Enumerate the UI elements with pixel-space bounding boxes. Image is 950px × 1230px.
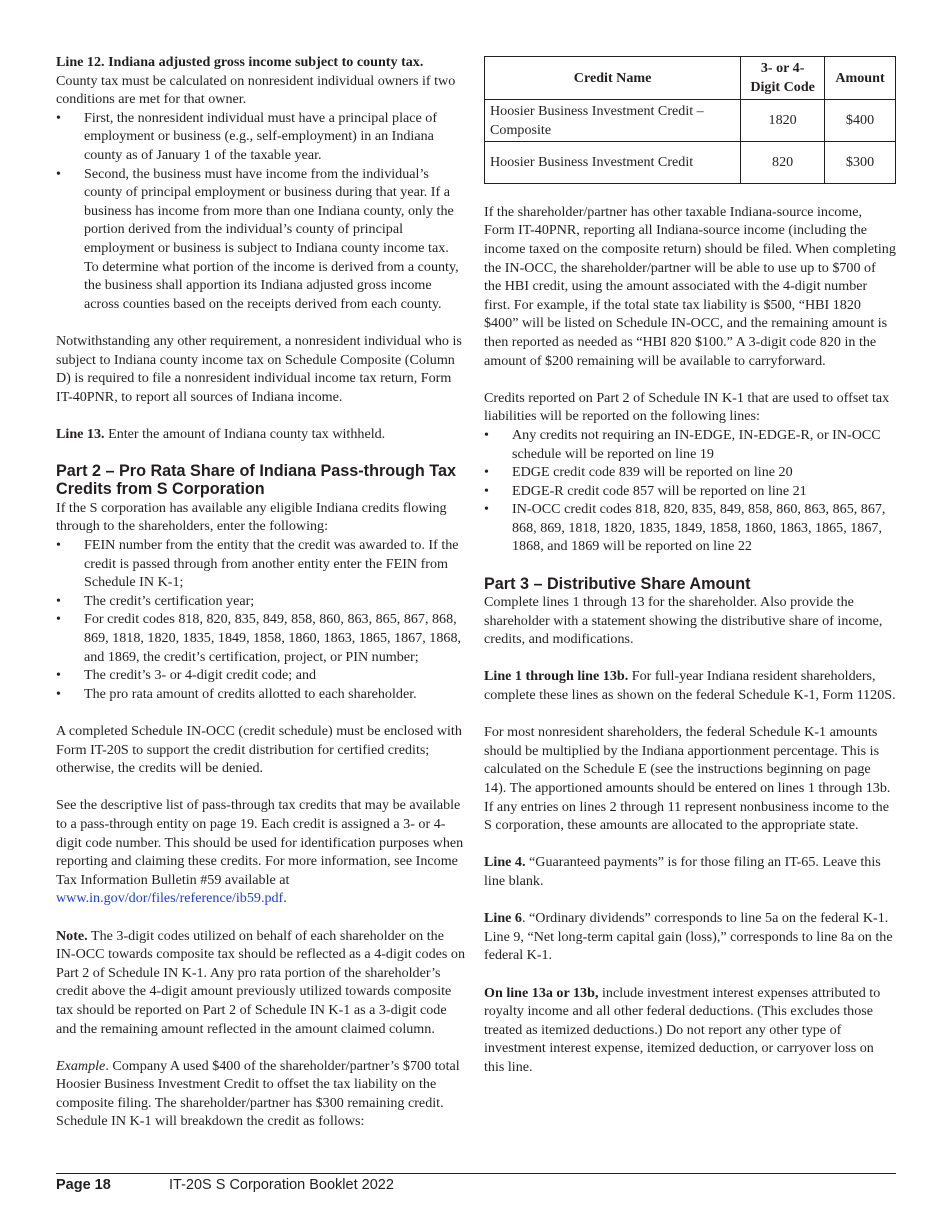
- part2-heading: Part 2 – Pro Rata Share of Indiana Pass-through Tax Credits from S Corporation: [56, 462, 456, 499]
- table-row: [485, 142, 896, 184]
- page-number: Page 18: [56, 1177, 111, 1193]
- credit-table: [484, 56, 896, 184]
- part3-heading: Part 3 – Distributive Share Amount: [484, 574, 751, 593]
- note-body: The 3-digit codes utilized on behalf of each shareholder on the IN-OCC towards composite tax should be reflected as a 4-digit codes on Part 2 of Schedule IN K-1. Any pro rata portion of the shareholder’s credit above the 4-digit amount previously utilized towards composite tax should be reported on Part 2 of Schedule IN K-1 as a 3-digit code and the remaining amount reflected in the amount claimed column.: [56, 927, 466, 1037]
- page-footer: [56, 1177, 394, 1193]
- list-item: • EDGE-R credit code 857 will be reported on line 21: [484, 482, 896, 501]
- period: .: [283, 890, 287, 907]
- part2-intro: If the S corporation has available any eligible Indiana credits flowing through to the shareholders, enter the following:: [56, 499, 447, 535]
- notwithstanding-paragraph: Notwithstanding any other requirement, a nonresident individual who is subject to Indiana county income tax on Schedule Composite (Column D) is required to file a nonresident individual income tax return, Form IT-40PNR, to report all sources of Indiana income.: [56, 332, 462, 405]
- part2-requirements-list: [56, 536, 466, 703]
- cell-credit-name: Hoosier Business Investment Credit: [485, 142, 741, 184]
- left-column: [56, 53, 466, 1131]
- ib59-link[interactable]: www.in.gov/dor/files/reference/ib59.pdf: [56, 890, 284, 907]
- line13-heading: Line 13.: [56, 425, 105, 442]
- line13ab-heading: On line 13a or 13b,: [484, 984, 599, 1001]
- line1-body: For full-year Indiana resident shareholders, complete these lines as shown on the federal Schedule K-1, Form 1120S.: [484, 668, 896, 704]
- line6-paragraph: [484, 909, 896, 965]
- table-row: [485, 100, 896, 142]
- list-item: • First, the nonresident individual must have a principal place of employment or business (e.g., self-employment) in an Indiana county as of January 1 of the taxable year.: [56, 109, 466, 165]
- part3-intro: Complete lines 1 through 13 for the shareholder. Also provide the shareholder with a statement showing the distributive share of income, credits, and modifications.: [484, 594, 883, 648]
- note-heading: Note.: [56, 927, 88, 944]
- nonresident-paragraph: For most nonresident shareholders, the federal Schedule K-1 amounts should be multiplied by the Indiana apportionment percentage. This is calculated on the Schedule E (see the instructions beginning on page 14). The apportioned amounts should be entered on lines 1 through 13b. If any entries on lines 2 through 11 represent nonbusiness income to the S corporation, these amounts are allocated to the appropriate state.: [484, 724, 891, 834]
- in-occ-paragraph: A completed Schedule IN-OCC (credit schedule) must be enclosed with Form IT-20S to support the credit distribution for certified credits; otherwise, the credits will be denied.: [56, 723, 462, 777]
- cell-code: 820: [741, 142, 825, 184]
- line4-body: “Guaranteed payments” is for those filing an IT-65. Leave this line blank.: [484, 854, 881, 889]
- cell-amount: $400: [825, 100, 896, 142]
- line4-paragraph: [484, 853, 896, 890]
- credits-reported-paragraph: Credits reported on Part 2 of Schedule IN K-1 that are used to offset tax liabilities will be reported on the following lines:: [484, 389, 890, 425]
- list-item: • Any credits not requiring an IN-EDGE, IN-EDGE-R, or IN-OCC schedule will be reported on line 19: [484, 426, 896, 463]
- footer-divider: [56, 1173, 896, 1174]
- other-income-paragraph: If the shareholder/partner has other taxable Indiana-source income, Form IT-40PNR, reporting all Indiana-source income (including the income taxed on the composite return) should be filed. When completing the IN-OCC, the shareholder/partner will be able to use up to $700 of the HBI credit, using the amount associated with the 4-digit number first. For example, if the total state tax liability is $500, “HBI 1820 $400” will be listed on Schedule IN-OCC, and the remaining amount is then reported as needed as “HBI 820 $100.” A 3-digit code 820 in the amount of $200 remaining will be available to carryforward.: [484, 203, 896, 369]
- right-column: [484, 56, 896, 1077]
- list-item: • Second, the business must have income from the individual’s county of principal employment or business during that year. If a business has income from more than one Indiana county, only the portion derived from the individual’s county of principal employment or business is subject to Indiana county income tax. To determine what portion of the income is derived from a county, the business shall apportion its Indiana adjusted gross income across counties based on the receipts derived from each county.: [56, 165, 466, 314]
- table-header-row: [485, 57, 896, 100]
- credits-lines-list: [484, 426, 896, 556]
- list-item: • For credit codes 818, 820, 835, 849, 858, 860, 863, 865, 867, 868, 869, 1818, 1820, 1835, 1849, 1858, 1860, 1863, 1865, 1867, 1868, and 1869, the credit’s certification, project, or PIN number;: [56, 610, 466, 666]
- line13ab-paragraph: [484, 984, 896, 1077]
- line13ab-body: include investment interest expenses attributed to royalty income and all other federal deductions. (This excludes those treated as itemized deductions.) Do not report any other type of investment interest expense, itemized deduction, or carryover loss on this line.: [484, 984, 881, 1075]
- header-code: 3- or 4-Digit Code: [741, 57, 825, 100]
- line13-body: Enter the amount of Indiana county tax withheld.: [104, 425, 386, 442]
- see-list-text: See the descriptive list of pass-through tax credits that may be available to a pass-through entity on page 19. Each credit is assigned a 3- or 4-digit code number. This should be used for identification purposes when reporting and claiming these credits. For more information, see Income Tax Information Bulletin #59 available at: [56, 797, 464, 888]
- booklet-title: IT-20S S Corporation Booklet 2022: [169, 1177, 394, 1193]
- line4-heading: Line 4.: [484, 854, 526, 871]
- line12-conditions-list: [56, 109, 466, 314]
- see-list-paragraph: [56, 796, 466, 908]
- line6-body: . “Ordinary dividends” corresponds to line 5a on the federal K-1. Line 9, “Net long-term capital gain (loss),” corresponds to line 8a on the federal K-1.: [484, 910, 893, 964]
- cell-amount: $300: [825, 142, 896, 184]
- header-credit-name: Credit Name: [485, 57, 741, 100]
- example-paragraph: [56, 1057, 466, 1131]
- list-item: • EDGE credit code 839 will be reported on line 20: [484, 463, 896, 482]
- line13-paragraph: [56, 425, 466, 444]
- line1-heading: Line 1 through line 13b.: [484, 668, 629, 685]
- list-item: • IN-OCC credit codes 818, 820, 835, 849, 858, 860, 863, 865, 867, 868, 869, 1818, 1820, 1835, 1849, 1858, 1860, 1863, 1865, 1867, 1868, and 1869 will be reported on line 22: [484, 500, 896, 556]
- list-item: • The pro rata amount of credits allotted to each shareholder.: [56, 685, 466, 704]
- list-item: • FEIN number from the entity that the credit was awarded to. If the credit is passed through from another entity enter the FEIN from Schedule IN K-1;: [56, 536, 466, 592]
- cell-credit-name: Hoosier Business Investment Credit – Composite: [485, 100, 741, 142]
- example-heading: Example: [56, 1057, 106, 1074]
- list-item: • The credit’s certification year;: [56, 592, 466, 611]
- line1-paragraph: [484, 667, 896, 704]
- line12-body: County tax must be calculated on nonresident individual owners if two conditions are met for that owner.: [56, 72, 456, 108]
- line12-heading: Line 12. Indiana adjusted gross income subject to county tax.: [56, 54, 424, 70]
- list-item: • The credit’s 3- or 4-digit credit code; and: [56, 666, 466, 685]
- example-body: . Company A used $400 of the shareholder/partner’s $700 total Hoosier Business Investment Credit to offset the tax liability on the composite filing. The shareholder/partner has $300 remaining credit. Schedule IN K-1 will breakdown the credit as follows:: [56, 1057, 460, 1130]
- note-paragraph: [56, 927, 466, 1039]
- line6-heading: Line 6: [484, 910, 522, 927]
- header-amount: Amount: [825, 57, 896, 100]
- cell-code: 1820: [741, 100, 825, 142]
- line12-paragraph: [56, 53, 466, 109]
